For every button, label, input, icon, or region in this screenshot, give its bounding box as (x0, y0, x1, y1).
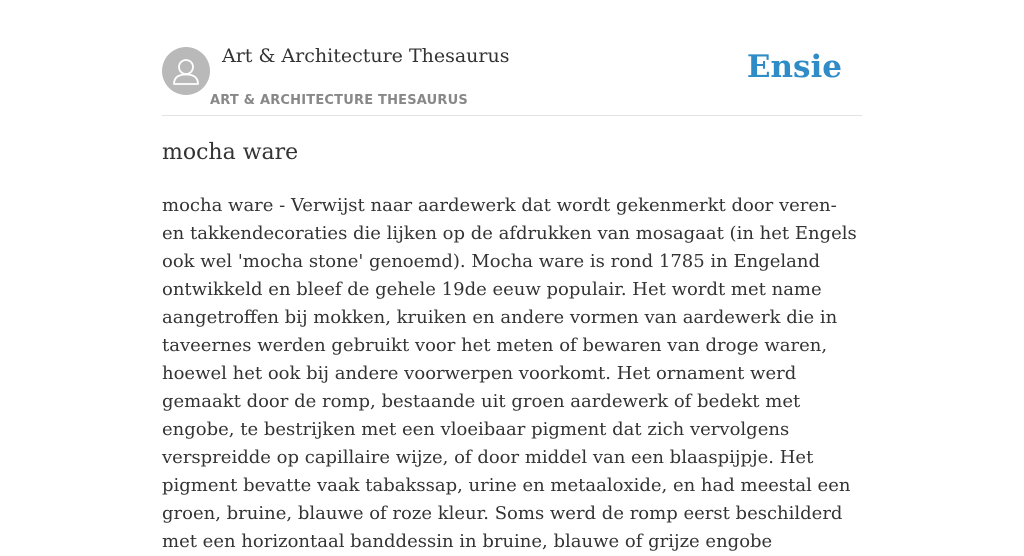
article-title: mocha ware (162, 140, 299, 165)
avatar[interactable] (162, 47, 210, 95)
user-icon (162, 47, 210, 95)
content-container (162, 0, 862, 552)
author-subtitle-link[interactable]: ART & ARCHITECTURE THESAURUS (210, 93, 468, 108)
ensie-logo[interactable]: Ensie (746, 49, 842, 85)
article-body: mocha ware - Verwijst naar aardewerk dat wordt gekenmerkt door veren- en takkendecoraties die lijken op de afdrukken van mosagaat (in het Engels ook wel 'mocha stone' genoemd). Mocha ware is rond 1785 in Engeland ontwikkeld en bleef de gehele 19de eeuw populair. Het wordt met name aangetroffen bij mokken, kruiken en andere vormen van aardewerk die in taveernes werden gebruikt voor het meten of bewaren van droge waren, hoewel het ook bij andere voorwerpen voorkomt. Het ornament werd gemaakt door de romp, bestaande uit groen aardewerk of bedekt met engobe, te bestrijken met een vloeibaar pigment dat zich vervolgens verspreidde op capillaire wijze, of door middel van een blaaspijpje. Het pigment bevatte vaak tabakssap, urine en metaaloxide, en had meestal een groen, bruine, blauwe of roze kleur. Soms werd de romp eerst beschilderd met een horizontaal banddessin in bruine, blauwe of grijze engobe (162, 195, 857, 552)
author-name-link[interactable]: Art & Architecture Thesaurus (222, 45, 510, 67)
header (162, 0, 862, 116)
